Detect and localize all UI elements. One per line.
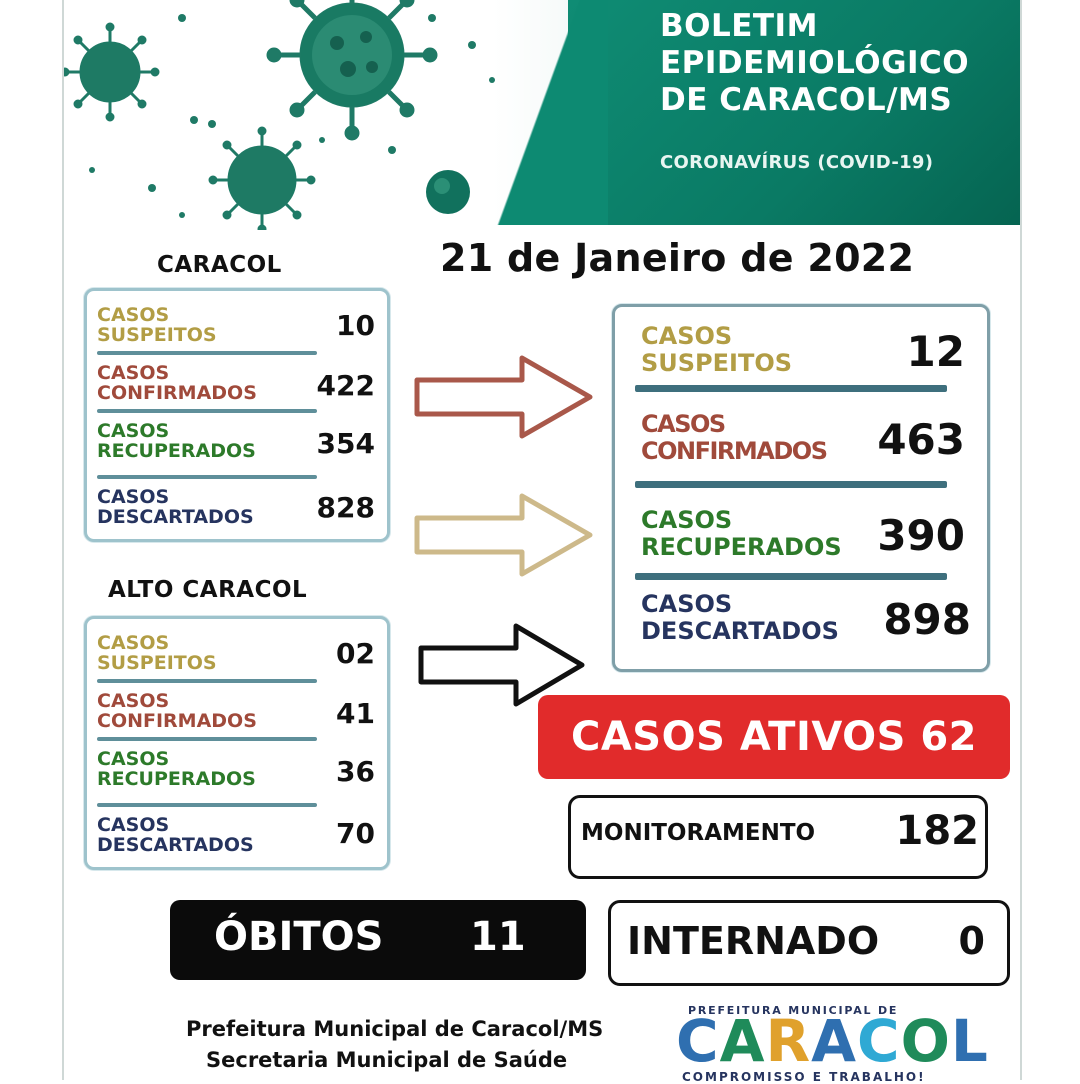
total-confirmados-value: 463 <box>877 415 965 464</box>
alto-suspeitos-value: 02 <box>336 637 375 670</box>
separator <box>635 481 947 488</box>
internado-value: 0 <box>958 919 985 963</box>
caracol-logo <box>672 1004 989 1084</box>
total-recuperados-label: CASOS RECUPERADOS <box>641 506 842 561</box>
total-suspeitos-value: 12 <box>906 327 965 376</box>
separator <box>635 385 947 392</box>
separator <box>97 351 317 355</box>
total-descartados-label: CASOS DESCARTADOS <box>641 590 839 645</box>
separator <box>97 679 317 683</box>
logo-letter: O <box>900 1007 951 1075</box>
separator <box>97 803 317 807</box>
casos-ativos-banner: CASOS ATIVOS 62 <box>538 695 1010 779</box>
total-recuperados-value: 390 <box>877 511 965 560</box>
virus-illustration <box>62 0 582 230</box>
caracol-descartados-value: 828 <box>316 491 375 524</box>
logo-letter: L <box>950 1007 989 1075</box>
logo-top-text: PREFEITURA MUNICIPAL DE <box>688 1004 899 1017</box>
arrow-right-icon <box>412 490 602 580</box>
footer-line-prefeitura: Prefeitura Municipal de Caracol/MS <box>186 1017 604 1041</box>
obitos-label: ÓBITOS <box>214 914 384 960</box>
caracol-confirmados-value: 422 <box>316 369 375 402</box>
monitoramento-value: 182 <box>895 808 979 854</box>
obitos-value: 11 <box>470 914 526 960</box>
logo-wordmark <box>676 1007 989 1075</box>
logo-letter: A <box>811 1007 858 1075</box>
logo-bottom-text: COMPROMISSO E TRABALHO! <box>682 1070 926 1084</box>
separator <box>635 573 947 580</box>
caracol-descartados-label: CASOS DESCARTADOS <box>97 486 254 528</box>
page-edge <box>1020 0 1022 1080</box>
arrow-right-icon <box>412 352 602 442</box>
footer-credits <box>186 1014 603 1076</box>
obitos-box <box>170 900 586 980</box>
logo-letter: A <box>719 1007 766 1075</box>
alto-descartados-value: 70 <box>336 817 375 850</box>
total-box <box>612 304 990 672</box>
logo-letter: C <box>676 1007 720 1075</box>
caracol-suspeitos-value: 10 <box>336 309 375 342</box>
page-edge <box>62 0 64 1080</box>
caracol-recuperados-value: 354 <box>316 427 375 460</box>
separator <box>97 409 317 413</box>
alto-suspeitos-label: CASOS SUSPEITOS <box>97 632 217 674</box>
caracol-confirmados-label: CASOS CONFIRMADOS <box>97 362 257 404</box>
caracol-label: CARACOL <box>157 252 282 278</box>
logo-letter: R <box>765 1007 812 1075</box>
bulletin-subtitle: CORONAVÍRUS (COVID-19) <box>660 152 934 173</box>
caracol-box <box>84 288 390 542</box>
alto-recuperados-value: 36 <box>336 755 375 788</box>
caracol-recuperados-label: CASOS RECUPERADOS <box>97 420 256 462</box>
logo-letter: C <box>857 1007 901 1075</box>
monitoramento-label: MONITORAMENTO <box>581 820 816 846</box>
monitoramento-box <box>568 795 988 879</box>
bulletin-title: BOLETIM EPIDEMIOLÓGICO DE CARACOL/MS <box>660 8 970 118</box>
total-confirmados-label: CASOS CONFIRMADOS <box>641 410 827 465</box>
alto-descartados-label: CASOS DESCARTADOS <box>97 814 254 856</box>
separator <box>97 737 317 741</box>
internado-box <box>608 900 1010 986</box>
alto-recuperados-label: CASOS RECUPERADOS <box>97 748 256 790</box>
total-descartados-value: 898 <box>883 595 971 644</box>
caracol-suspeitos-label: CASOS SUSPEITOS <box>97 304 217 346</box>
footer-line-secretaria: Secretaria Municipal de Saúde <box>206 1048 568 1072</box>
separator <box>97 475 317 479</box>
bulletin-date: 21 de Janeiro de 2022 <box>440 236 915 280</box>
alto-confirmados-value: 41 <box>336 697 375 730</box>
alto-confirmados-label: CASOS CONFIRMADOS <box>97 690 257 732</box>
internado-label: INTERNADO <box>627 919 880 963</box>
alto-caracol-label: ALTO CARACOL <box>108 577 308 603</box>
total-suspeitos-label: CASOS SUSPEITOS <box>641 322 793 377</box>
alto-caracol-box <box>84 616 390 870</box>
